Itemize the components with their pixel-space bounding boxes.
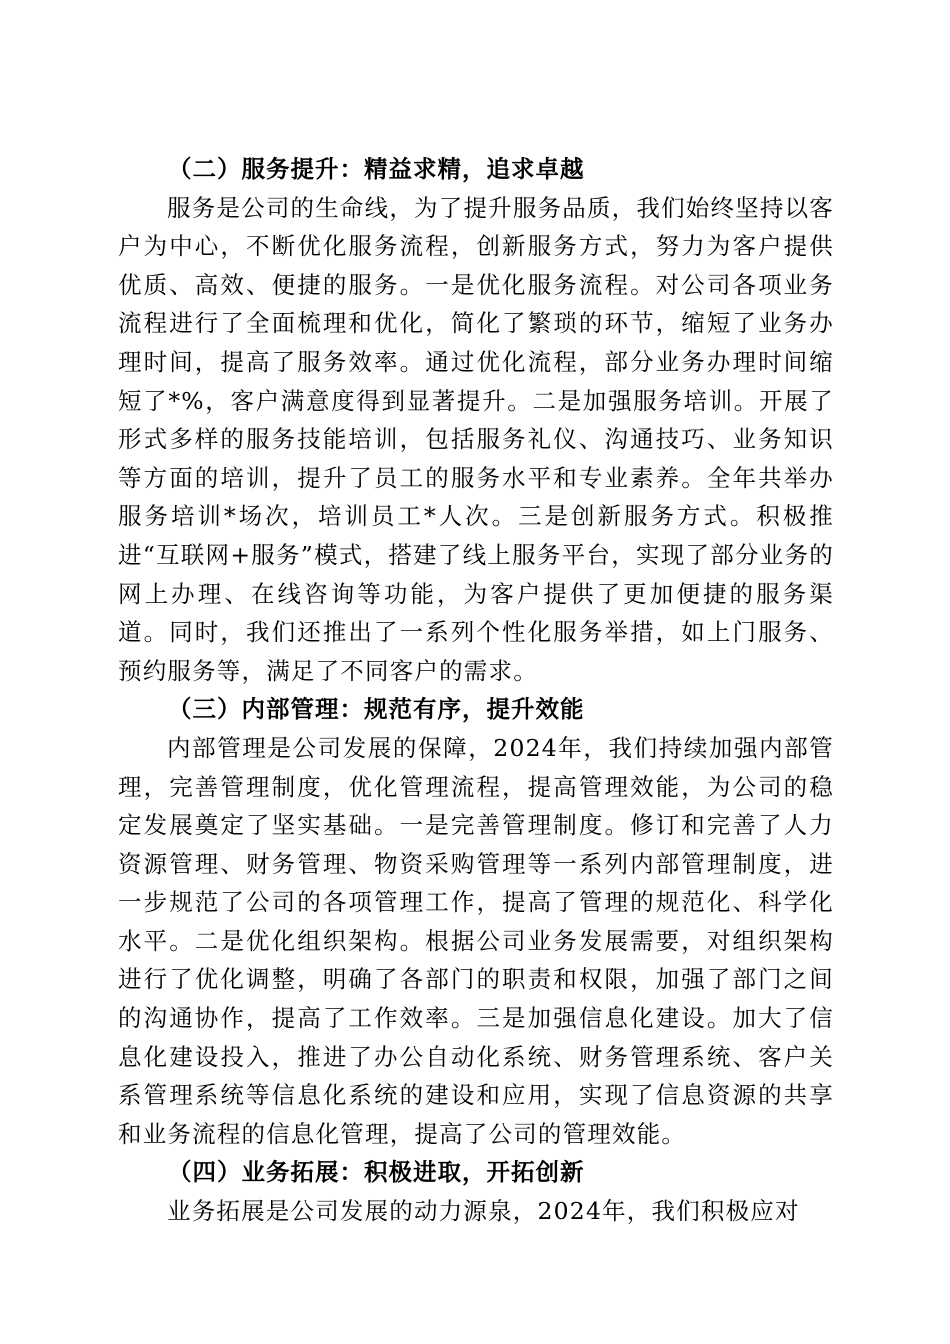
section-heading-business: （四）业务拓展：积极进取，开拓创新 (168, 1158, 585, 1187)
section-paragraph-service: 服务是公司的生命线，为了提升服务品质，我们始终坚持以客户为中心，不断优化服务流程，创新服务方式，努力为客户提供优质、高效、便捷的服务。一是优化服务流程。对公司各项业务流程进行了全面梳理和优化，简化了繁琐的环节，缩短了业务办理时间，提高了服务效率。通过优化流程，部分业务办理时间缩短了*%，客户满意度得到显著提升。二是加强服务培训。开展了形式多样的服务技能培训，包括服务礼仪、沟通技巧、业务知识等方面的培训，提升了员工的服务水平和专业素养。全年共举办服务培训*场次，培训员工*人次。三是创新服务方式。积极推进“互联网+服务”模式，搭建了线上服务平台，实现了部分业务的网上办理、在线咨询等功能，为客户提供了更加便捷的服务渠道。同时，我们还推出了一系列个性化服务举措，如上门服务、预约服务等，满足了不同客户的需求。 (118, 193, 834, 685)
document-body (118, 150, 834, 1231)
section-heading-management: （三）内部管理：规范有序，提升效能 (168, 695, 585, 724)
section-heading-service: （二）服务提升：精益求精，追求卓越 (168, 155, 585, 183)
section-paragraph-business: 业务拓展是公司发展的动力源泉，2024年，我们积极应对 (167, 1197, 800, 1226)
section-paragraph-management: 内部管理是公司发展的保障，2024年，我们持续加强内部管理，完善管理制度，优化管理流程，提高管理效能，为公司的稳定发展奠定了坚实基础。一是完善管理制度。修订和完善了人力资源管理、财务管理、物资采购管理等一系列内部管理制度，进一步规范了公司的各项管理工作，提高了管理的规范化、科学化水平。二是优化组织架构。根据公司业务发展需要，对组织架构进行了优化调整，明确了各部门的职责和权限，加强了部门之间的沟通协作，提高了工作效率。三是加强信息化建设。加大了信息化建设投入，推进了办公自动化系统、财务管理系统、客户关系管理系统等信息化系统的建设和应用，实现了信息资源的共享和业务流程的信息化管理，提高了公司的管理效能。 (118, 733, 834, 1148)
